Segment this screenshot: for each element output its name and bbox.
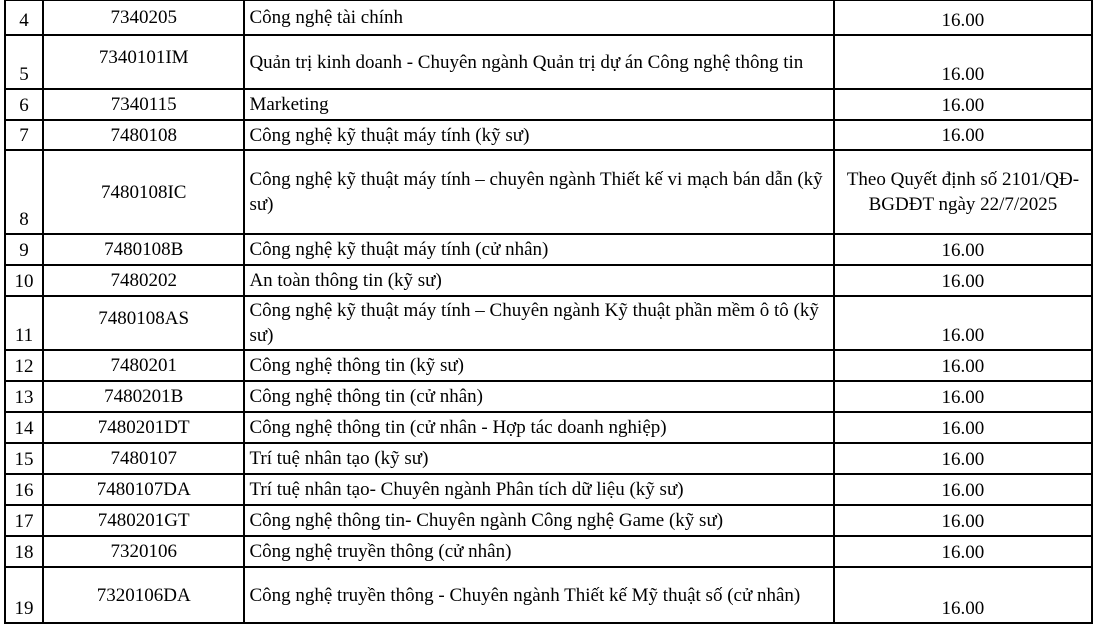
major-code: 7480107 [43,443,244,474]
row-number: 18 [5,536,43,567]
table-row [5,443,1092,474]
table-row [5,567,1092,623]
table-row [5,505,1092,536]
major-code: 7340205 [43,0,244,35]
table-row [5,381,1092,412]
major-name: Marketing [244,89,833,120]
row-number: 19 [5,567,43,623]
major-name: Trí tuệ nhân tạo- Chuyên ngành Phân tích dữ liệu (kỹ sư) [244,474,833,505]
table-row [5,89,1092,120]
cutoff-score: 16.00 [834,474,1092,505]
cutoff-score: 16.00 [834,350,1092,381]
row-number: 15 [5,443,43,474]
cutoff-score: 16.00 [834,0,1092,35]
table-row [5,536,1092,567]
table-row [5,35,1092,89]
major-name: Công nghệ thông tin (cử nhân - Hợp tác doanh nghiệp) [244,412,833,443]
major-code: 7340115 [43,89,244,120]
major-name: Công nghệ kỹ thuật máy tính – chuyên ngành Thiết kế vi mạch bán dẫn (kỹ sư) [244,150,833,234]
table-row [5,412,1092,443]
major-name: Công nghệ truyền thông - Chuyên ngành Thiết kế Mỹ thuật số (cử nhân) [244,567,833,623]
cutoff-score-note: Theo Quyết định số 2101/QĐ-BGDĐT ngày 22/7/2025 [834,150,1092,234]
cutoff-score: 16.00 [834,265,1092,296]
row-number: 5 [5,35,43,89]
admission-score-table [4,0,1093,624]
major-code: 7480201DT [43,412,244,443]
major-code: 7320106 [43,536,244,567]
major-name: Công nghệ tài chính [244,0,833,35]
row-number: 13 [5,381,43,412]
table-row [5,0,1092,35]
cutoff-score: 16.00 [834,35,1092,89]
row-number: 12 [5,350,43,381]
major-code: 7480201B [43,381,244,412]
major-name: Công nghệ kỹ thuật máy tính – Chuyên ngành Kỹ thuật phần mềm ô tô (kỹ sư) [244,296,833,350]
row-number: 11 [5,296,43,350]
major-code: 7480108 [43,120,244,150]
major-code: 7480201 [43,350,244,381]
cutoff-score: 16.00 [834,536,1092,567]
major-code: 7480108AS [43,296,244,350]
major-name: Công nghệ thông tin (cử nhân) [244,381,833,412]
table-row [5,350,1092,381]
major-code: 7480201GT [43,505,244,536]
cutoff-score: 16.00 [834,412,1092,443]
major-name: An toàn thông tin (kỹ sư) [244,265,833,296]
table-row [5,234,1092,265]
row-number: 6 [5,89,43,120]
cutoff-score: 16.00 [834,296,1092,350]
major-name: Quản trị kinh doanh - Chuyên ngành Quản trị dự án Công nghệ thông tin [244,35,833,89]
row-number: 14 [5,412,43,443]
major-name: Công nghệ thông tin- Chuyên ngành Công nghệ Game (kỹ sư) [244,505,833,536]
table-row [5,150,1092,234]
major-code: 7320106DA [43,567,244,623]
cutoff-score: 16.00 [834,120,1092,150]
major-code: 7480108B [43,234,244,265]
cutoff-score: 16.00 [834,381,1092,412]
table-row [5,474,1092,505]
cutoff-score: 16.00 [834,443,1092,474]
table-row [5,120,1092,150]
row-number: 17 [5,505,43,536]
major-name: Công nghệ thông tin (kỹ sư) [244,350,833,381]
table-row [5,265,1092,296]
cutoff-score: 16.00 [834,89,1092,120]
cutoff-score: 16.00 [834,234,1092,265]
table-row [5,296,1092,350]
major-name: Công nghệ truyền thông (cử nhân) [244,536,833,567]
major-code: 7480108IC [43,150,244,234]
row-number: 9 [5,234,43,265]
row-number: 4 [5,0,43,35]
major-name: Công nghệ kỹ thuật máy tính (cử nhân) [244,234,833,265]
row-number: 16 [5,474,43,505]
major-code: 7340101IM [43,35,244,89]
row-number: 10 [5,265,43,296]
row-number: 8 [5,150,43,234]
major-name: Công nghệ kỹ thuật máy tính (kỹ sư) [244,120,833,150]
major-name: Trí tuệ nhân tạo (kỹ sư) [244,443,833,474]
major-code: 7480107DA [43,474,244,505]
cutoff-score: 16.00 [834,567,1092,623]
row-number: 7 [5,120,43,150]
cutoff-score: 16.00 [834,505,1092,536]
major-code: 7480202 [43,265,244,296]
